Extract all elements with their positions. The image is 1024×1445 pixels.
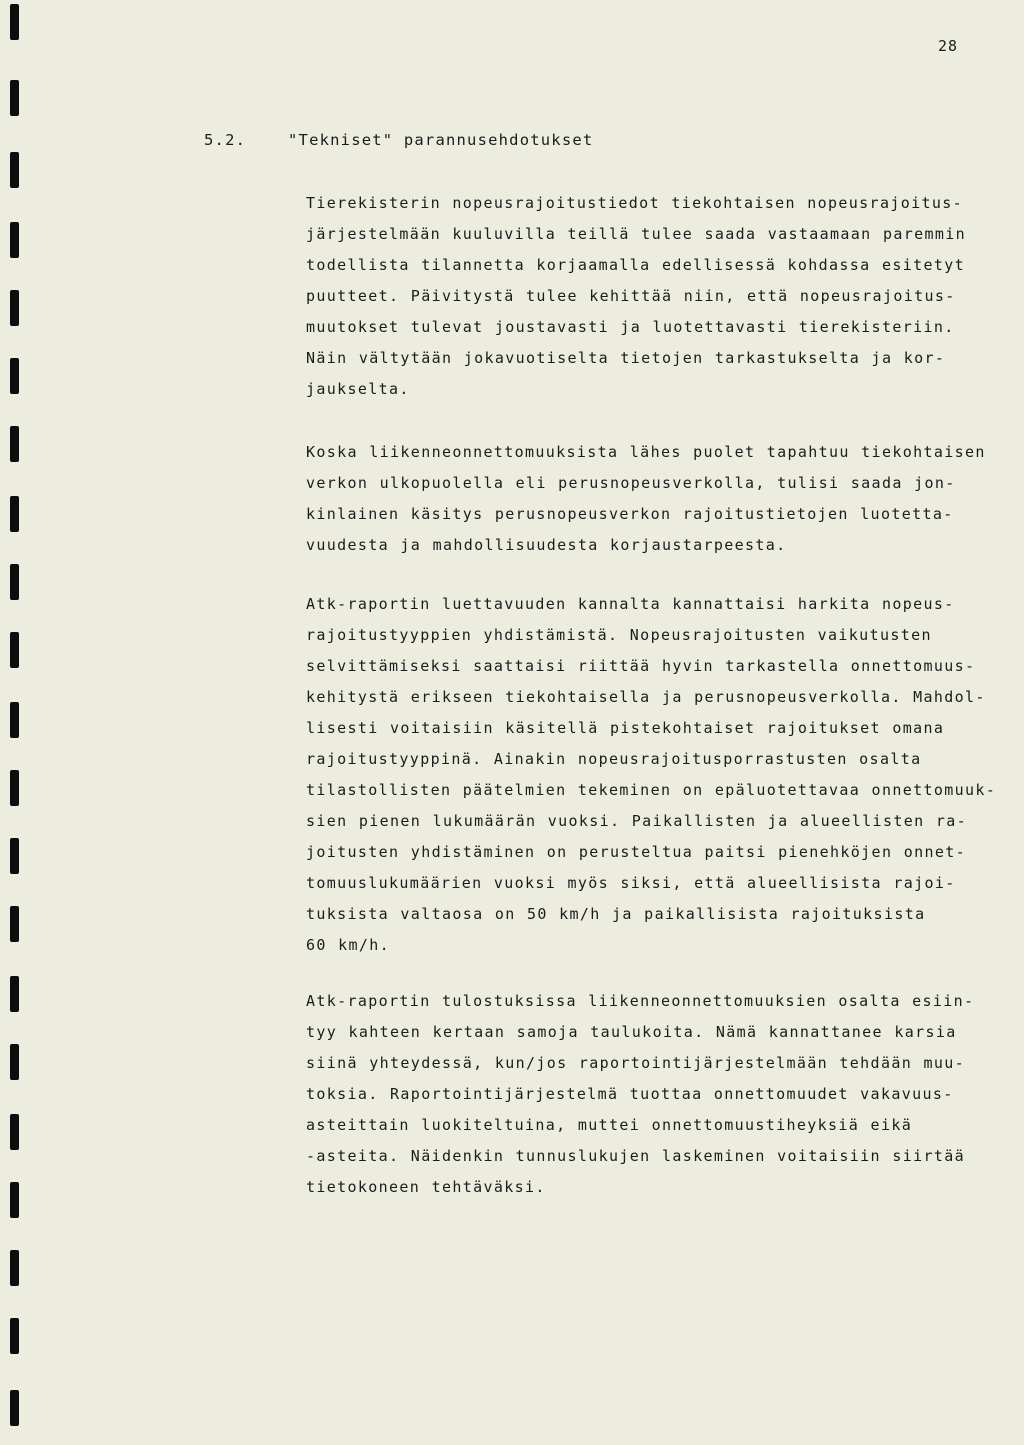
paragraph-2 (306, 437, 996, 561)
text-line: Atk-raportin luettavuuden kannalta kannattaisi harkita nopeus- (306, 595, 955, 613)
binder-hole-mark (10, 1318, 19, 1354)
text-line: -asteita. Näidenkin tunnuslukujen laskeminen voitaisiin siirtää (306, 1147, 965, 1165)
text-line: selvittämiseksi saattaisi riittää hyvin tarkastella onnettomuus- (306, 657, 976, 675)
text-line: sien pienen lukumäärän vuoksi. Paikallisten ja alueellisten ra- (306, 812, 967, 830)
text-line: puutteet. Päivitystä tulee kehittää niin, että nopeusrajoitus- (306, 287, 956, 305)
binder-hole-mark (10, 152, 19, 188)
text-line: rajoitustyyppinä. Ainakin nopeusrajoitusporrastusten osalta (306, 750, 922, 768)
text-line: jaukselta. (306, 380, 410, 398)
text-line: toksia. Raportointijärjestelmä tuottaa onnettomuudet vakavuus- (306, 1085, 954, 1103)
binder-hole-mark (10, 1250, 19, 1286)
binder-hole-mark (10, 496, 19, 532)
text-line: Atk-raportin tulostuksissa liikenneonnettomuuksien osalta esiin- (306, 992, 975, 1010)
text-line: järjestelmään kuuluvilla teillä tulee saada vastaamaan paremmin (306, 225, 966, 243)
text-line: rajoitustyyppien yhdistämistä. Nopeusrajoitusten vaikutusten (306, 626, 932, 644)
binder-hole-mark (10, 80, 19, 116)
binder-hole-mark (10, 564, 19, 600)
text-line: siinä yhteydessä, kun/jos raportointijärjestelmään tehdään muu- (306, 1054, 965, 1072)
binder-hole-mark (10, 1114, 19, 1150)
section-title: "Tekniset" parannusehdotukset (288, 131, 594, 149)
binder-hole-mark (10, 770, 19, 806)
text-line: 60 km/h. (306, 936, 391, 954)
binder-hole-mark (10, 632, 19, 668)
text-line: kehitystä erikseen tiekohtaisella ja perusnopeusverkolla. Mahdol- (306, 688, 986, 706)
section-heading (204, 131, 593, 149)
binder-hole-mark (10, 290, 19, 326)
binder-hole-mark (10, 702, 19, 738)
text-line: todellista tilannetta korjaamalla edellisessä kohdassa esitetyt (306, 256, 965, 274)
binder-hole-mark (10, 838, 19, 874)
text-line: vuudesta ja mahdollisuudesta korjaustarpeesta. (306, 536, 787, 554)
text-line: muutokset tulevat joustavasti ja luotettavasti tierekisteriin. (306, 318, 955, 336)
binder-hole-mark (10, 1390, 19, 1426)
text-line: verkon ulkopuolella eli perusnopeusverkolla, tulisi saada jon- (306, 474, 956, 492)
paragraph-4 (306, 986, 996, 1203)
text-line: tyy kahteen kertaan samoja taulukoita. Nämä kannattanee karsia (306, 1023, 957, 1041)
paragraph-1 (306, 188, 996, 405)
text-line: tuksista valtaosa on 50 km/h ja paikallisista rajoituksista (306, 905, 926, 923)
page-number: 28 (938, 37, 959, 55)
binder-hole-mark (10, 4, 19, 40)
text-line: lisesti voitaisiin käsitellä pistekohtaiset rajoitukset omana (306, 719, 945, 737)
text-line: Koska liikenneonnettomuuksista lähes puolet tapahtuu tiekohtaisen (306, 443, 986, 461)
section-number: 5.2. (204, 131, 247, 149)
binder-hole-mark (10, 426, 19, 462)
text-line: Näin vältytään jokavuotiselta tietojen tarkastukselta ja kor- (306, 349, 946, 367)
paragraph-3 (306, 589, 996, 961)
text-line: tomuuslukumäärien vuoksi myös siksi, että alueellisista rajoi- (306, 874, 956, 892)
text-line: kinlainen käsitys perusnopeusverkon rajoitustietojen luotetta- (306, 505, 954, 523)
text-line: Tierekisterin nopeusrajoitustiedot tiekohtaisen nopeusrajoitus- (306, 194, 963, 212)
text-line: tilastollisten päätelmien tekeminen on epäluotettavaa onnettomuuk- (306, 781, 997, 799)
binder-hole-mark (10, 222, 19, 258)
text-line: joitusten yhdistäminen on perusteltua paitsi pienehköjen onnet- (306, 843, 966, 861)
text-line: tietokoneen tehtäväksi. (306, 1178, 546, 1196)
binder-hole-mark (10, 906, 19, 942)
binder-hole-mark (10, 1182, 19, 1218)
binder-hole-mark (10, 1044, 19, 1080)
binder-hole-mark (10, 976, 19, 1012)
text-line: asteittain luokiteltuina, muttei onnettomuustiheyksiä eikä (306, 1116, 913, 1134)
binder-hole-mark (10, 358, 19, 394)
